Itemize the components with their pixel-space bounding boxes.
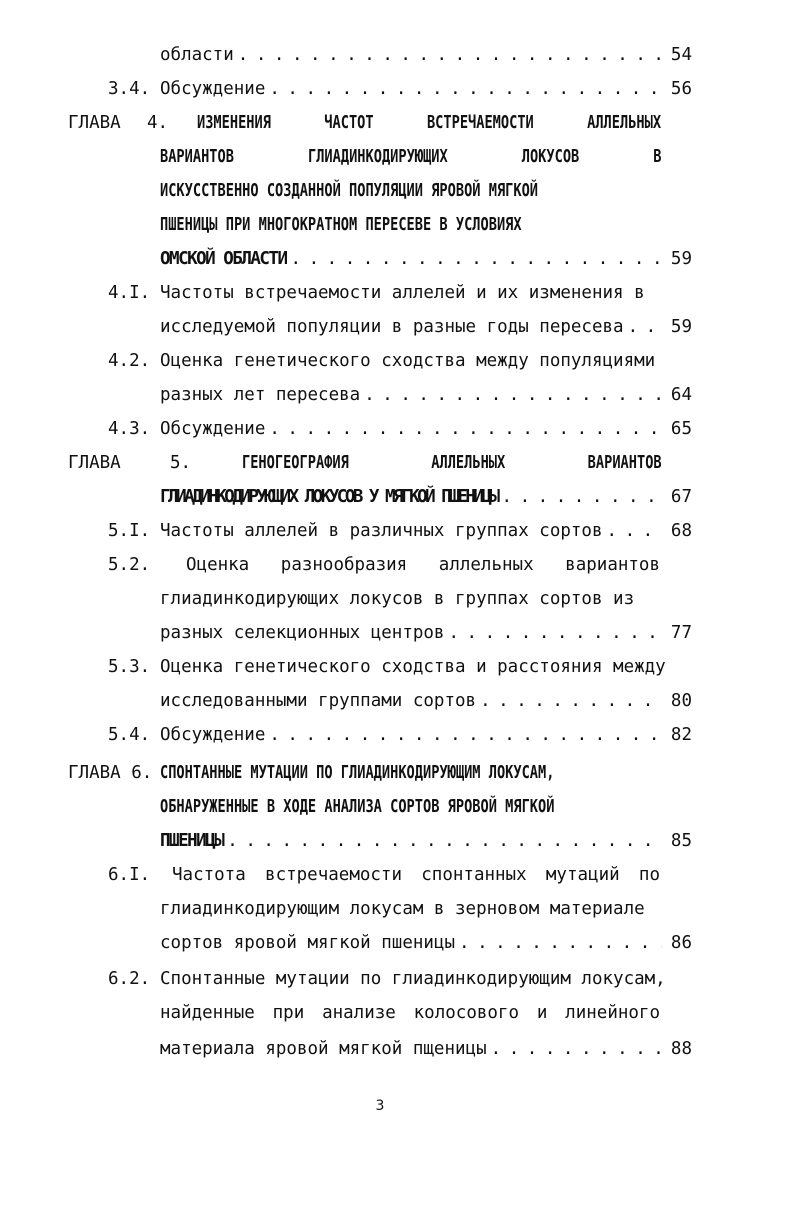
toc-entry-text: Спонтанные мутации по глиадинкодирующим локусам, (160, 969, 666, 989)
toc-line (0, 310, 793, 344)
toc-line (0, 962, 793, 996)
toc-page-number: 82 (670, 725, 692, 745)
toc-entry-text: Обсуждение . . . (160, 718, 662, 752)
toc-line (0, 684, 793, 718)
toc-entry-text: разных лет пересева . . . (160, 378, 662, 412)
section-number: 6.2. (108, 969, 151, 989)
toc-page-number: 64 (670, 385, 692, 405)
toc-entry-text: Оценка генетического сходства и расстояния между (160, 657, 666, 677)
toc-line (0, 892, 793, 926)
toc-line (0, 72, 793, 106)
toc-entry-text: Частоты встречаемости аллелей и их изменения в (160, 283, 645, 303)
toc-entry-text: исследуемой популяции в разные годы пересева . . . (160, 310, 662, 344)
toc-page-number: 77 (670, 623, 692, 643)
toc-line (0, 242, 793, 276)
toc-line (0, 616, 793, 650)
toc-page-number: 86 (670, 933, 692, 953)
chapter-title-line: ВАРИАНТОВ ГЛИАДИНКОДИРУЮЩИХ ЛОКУСОВ В (160, 147, 662, 167)
chapter-6-heading (0, 756, 793, 790)
toc-entry-text: Оценка генетического сходства между популяциями (160, 351, 656, 371)
chapter-5-heading (0, 446, 793, 480)
chapter-title-line: ИСКУССТВЕННО СОЗДАННОЙ ПОПУЛЯЦИИ ЯРОВОЙ МЯГКОЙ (160, 181, 539, 201)
toc-line (0, 650, 793, 684)
section-number: 5.2. (108, 555, 151, 575)
toc-entry-text: глиадинкодирующим локусам в зерновом материале (160, 899, 645, 919)
toc-line (0, 378, 793, 412)
chapter-number: 5. (170, 453, 192, 473)
toc-page-number: 80 (670, 691, 692, 711)
toc-line (0, 996, 793, 1030)
section-number: 6.I. (108, 865, 151, 885)
toc-line (0, 582, 793, 616)
chapter-label: ГЛАВА (68, 113, 121, 133)
chapter-title-line: ПШЕНИЦЫ ПРИ МНОГОКРАТНОМ ПЕРЕСЕВЕ В УСЛОВИЯХ (160, 215, 522, 235)
toc-line (0, 480, 793, 514)
toc-page-number: 59 (670, 317, 692, 337)
toc-entry-text: ПШЕНИЦЫ . . . (160, 824, 662, 858)
chapter-title-line: ИЗМЕНЕНИЯ ЧАСТОТ ВСТРЕЧАЕМОСТИ АЛЛЕЛЬНЫХ (197, 113, 662, 133)
toc-entry-text: ГЛИАДИНКОДИРУЮЩИХ ЛОКУСОВ У МЯГКОЙ ПШЕНИЦЫ . . . (160, 480, 662, 514)
toc-entry-text: ОМСКОЙ ОБЛАСТИ . . . (160, 242, 662, 276)
toc-page-number: 54 (670, 45, 692, 65)
toc-page-number: 67 (670, 487, 692, 507)
toc-line (0, 548, 793, 582)
toc-entry-text: разных селекционных центров . . . (160, 616, 662, 650)
toc-line (0, 858, 793, 892)
chapter-number: 4. (147, 113, 169, 133)
toc-entry-text: Обсуждение . . . (160, 412, 662, 446)
toc-page-number: 56 (670, 79, 692, 99)
chapter-4-heading (0, 106, 793, 140)
toc-entry-text: Обсуждение . . . (160, 72, 662, 106)
toc-line (0, 824, 793, 858)
toc-entry-text: исследованными группами сортов . . . (160, 684, 662, 718)
toc-page-number: 65 (670, 419, 692, 439)
chapter-title-line: СПОНТАННЫЕ МУТАЦИИ ПО ГЛИАДИНКОДИРУЮЩИМ ЛОКУСАМ, (160, 763, 555, 783)
toc-line (0, 412, 793, 446)
section-number: 5.I. (108, 521, 151, 541)
chapter-title-line: ГЕНОГЕОГРАФИЯ АЛЛЕЛЬНЫХ ВАРИАНТОВ (242, 453, 662, 473)
toc-line (0, 38, 793, 72)
toc-entry-text: Оценка разнообразия аллельных вариантов (186, 555, 660, 575)
toc-entry-text: глиадинкодирующих локусов в группах сортов из (160, 589, 635, 609)
section-number: 4.2. (108, 351, 151, 371)
toc-entry-text: Частота встречаемости спонтанных мутаций по (172, 865, 660, 885)
toc-line (0, 344, 793, 378)
toc-line (0, 926, 793, 960)
toc-page-number: 59 (670, 249, 692, 269)
toc-entry-text: области . . . (160, 38, 662, 72)
section-number: 5.3. (108, 657, 151, 677)
toc-entry-text: материала яровой мягкой пщеницы . . . (160, 1032, 662, 1066)
toc-page-number: 88 (670, 1039, 692, 1059)
toc-line (0, 718, 793, 752)
toc-page-number: 68 (670, 521, 692, 541)
toc-line (0, 1032, 793, 1066)
chapter-label: ГЛАВА (68, 453, 121, 473)
page-footer-number: 3 (375, 1098, 385, 1114)
section-number: 4.I. (108, 283, 151, 303)
chapter-label: ГЛАВА 6. (68, 763, 153, 783)
chapter-title-line: ОБНАРУЖЕННЫЕ В ХОДЕ АНАЛИЗА СОРТОВ ЯРОВОЙ МЯГКОЙ (160, 797, 555, 817)
section-number: 4.3. (108, 419, 151, 439)
section-number: 3.4. (108, 79, 151, 99)
toc-entry-text: Частоты аллелей в различных группах сортов . . . (160, 514, 662, 548)
section-number: 5.4. (108, 725, 151, 745)
toc-line (0, 276, 793, 310)
toc-entry-text: найденные при анализе колосового и линейного (160, 1003, 660, 1023)
toc-line (0, 514, 793, 548)
toc-page-number: 85 (670, 831, 692, 851)
toc-entry-text: сортов яровой мягкой пшеницы . . . (160, 926, 662, 960)
